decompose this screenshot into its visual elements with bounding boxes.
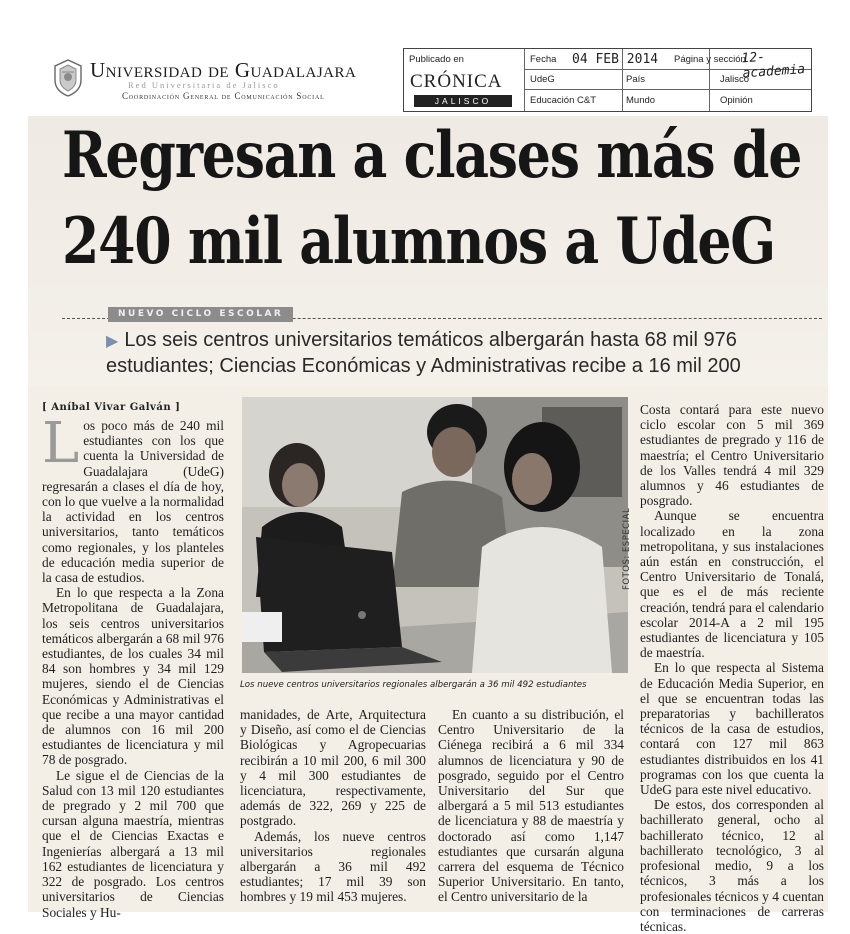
page-section-label: Página y sección — [674, 54, 746, 65]
deck-text: Los seis centros universitarios temáticos albergarán hasta 68 mil 976 estudiantes; Ciencias Económicas y Administrativas recibe a 16 mil 200 — [106, 329, 741, 377]
byline: [ Aníbal Vivar Galván ] — [42, 402, 181, 413]
university-seal-icon — [52, 58, 84, 98]
outlet-region: JALISCO — [414, 95, 512, 107]
headline-line-2: 240 mil alumnos a UdeG — [62, 204, 775, 279]
category-educacion: Educación C&T — [530, 95, 597, 106]
article-deck — [106, 328, 796, 378]
photo-credit: FOTOS: ESPECIAL — [622, 507, 632, 590]
paragraph: En cuanto a su distribución, el Centro Universitario de la Ciénega recibirá a 6 mil 334 alumnos de licenciatura y 90 de posgrado, seguido por el Centro Universitario del Sur que albergará a 5 mil 513 estudiantes de licenciatura y 88 de maestría y doctorado así como 1,147 estudiantes que cursarán alguna carrera del esquema de Técnico Superior Universitario. En tanto, el Centro universitario de la — [438, 707, 624, 905]
publication-info-box — [403, 48, 812, 112]
photo-caption: Los nueve centros universitarios regionales albergarán a 36 mil 492 estudiantes — [240, 680, 587, 690]
section-tag: NUEVO CICLO ESCOLAR — [108, 307, 293, 322]
paragraph: En lo que respecta a la Zona Metropolitana de Guadalajara, los seis centros universitarios temáticos albergarán a 68 mil 976 estudiantes, de los cuales 34 mil 84 son hombres y 34 mil 129 mujeres, siendo el de Ciencias Económicas y Administrativas el que recibe a una mayor cantidad de alumnos con 16 mil 200 estudiantes de licenciatura y mil 78 de posgrado. — [42, 585, 224, 768]
published-in-label: Publicado en — [409, 54, 464, 65]
article-column-4 — [640, 402, 824, 934]
outlet-logo: CRÓNICA — [410, 71, 503, 92]
arrow-right-icon: ▶ — [106, 333, 119, 350]
category-jalisco: Jalisco — [720, 74, 750, 85]
paragraph: Aunque se encuentra localizado en la zona metropolitana, y sus instalaciones aún están en construcción, el Centro Universitario de Tonalá, que es el de más reciente creación, tendrá para el calendario escolar 2014-A a 2 mil 195 estudiantes de licenciatura y 105 de maestría. — [640, 508, 825, 661]
category-pais: País — [626, 74, 646, 85]
category-mundo: Mundo — [626, 95, 656, 106]
paragraph: manidades, de Arte, Arquitectura y Diseño, así como el de Ciencias Biológicas y Agropecuarias recibirán a 10 mil 200, 6 mil 300 y 4 mil 300 estudiantes de licenciatura, respectivamente, además de 322, 269 y 225 de postgrado. — [240, 707, 426, 829]
page-section-value: 12-academia — [741, 49, 806, 82]
article-column-2 — [240, 707, 426, 905]
category-opinion: Opinión — [720, 95, 753, 106]
paragraph: Costa contará para este nuevo ciclo escolar con 5 mil 369 estudiantes de pregrado y 116 de maestría; el Centro Universitario de los Valles tendrá 4 mil 329 alumnos y 46 estudiantes de posgrado. — [640, 402, 824, 509]
university-name: Universidad de Guadalajara — [90, 58, 357, 82]
article-column-1 — [42, 411, 224, 920]
category-udeg: UdeG — [530, 74, 555, 85]
paragraph: Además, los nueve centros universitarios regionales albergarán a 36 mil 492 estudiantes; 17 mil 39 son hombres y 19 mil 453 mujeres. — [240, 828, 426, 905]
drop-cap: L — [42, 411, 80, 476]
department-name: Coordinación General de Comunicación Social — [122, 91, 325, 101]
headline-line-1: Regresan a clases más de — [62, 118, 802, 193]
date-label: Fecha — [530, 54, 557, 65]
paragraph: En lo que respecta al Sistema de Educación Media Superior, en el que se encuentran todas las preparatorias y bachilleratos técnicos de la casa de estudios, contará con 127 mil 863 estudiantes distribuidos en los 41 programas con los que cuenta la UdeG para este nivel educativo. — [640, 660, 824, 798]
university-tagline: Red Universitaria de Jalisco — [128, 80, 280, 90]
article-column-3 — [438, 707, 624, 905]
paragraph: Le sigue el de Ciencias de la Salud con 13 mil 120 estudiantes de pregrado y 2 mil 700 que cursan alguna maestría, mientras que el de Ciencias Exactas e Ingenierías albergará a 13 mil 162 estudiantes de licenciatura y 322 de posgrado. Los centros universitarios de Ciencias Sociales y Hu- — [42, 767, 224, 920]
article-photo — [242, 397, 628, 673]
date-value: 04 FEB 2014 — [572, 52, 659, 67]
paragraph: os poco más de 240 mil estudiantes con los que cuenta la Universidad de Guadalajara (UdeG) regresarán a clases el día de hoy, con lo que vuelve a la normalidad la actividad en los centros universitarios, tanto temáticos como regionales, y los planteles de educación media superior de la casa de estudios. — [42, 418, 224, 586]
paragraph: De estos, dos corresponden al bachillerato general, ocho al bachillerato técnico, 12 al bachillerato tecnológico, 3 al profesional medio, 9 a los técnicos, 3 más a los profesionales técnicos y 4 cuentan con terminaciones de carreras técnicas. — [640, 797, 824, 934]
